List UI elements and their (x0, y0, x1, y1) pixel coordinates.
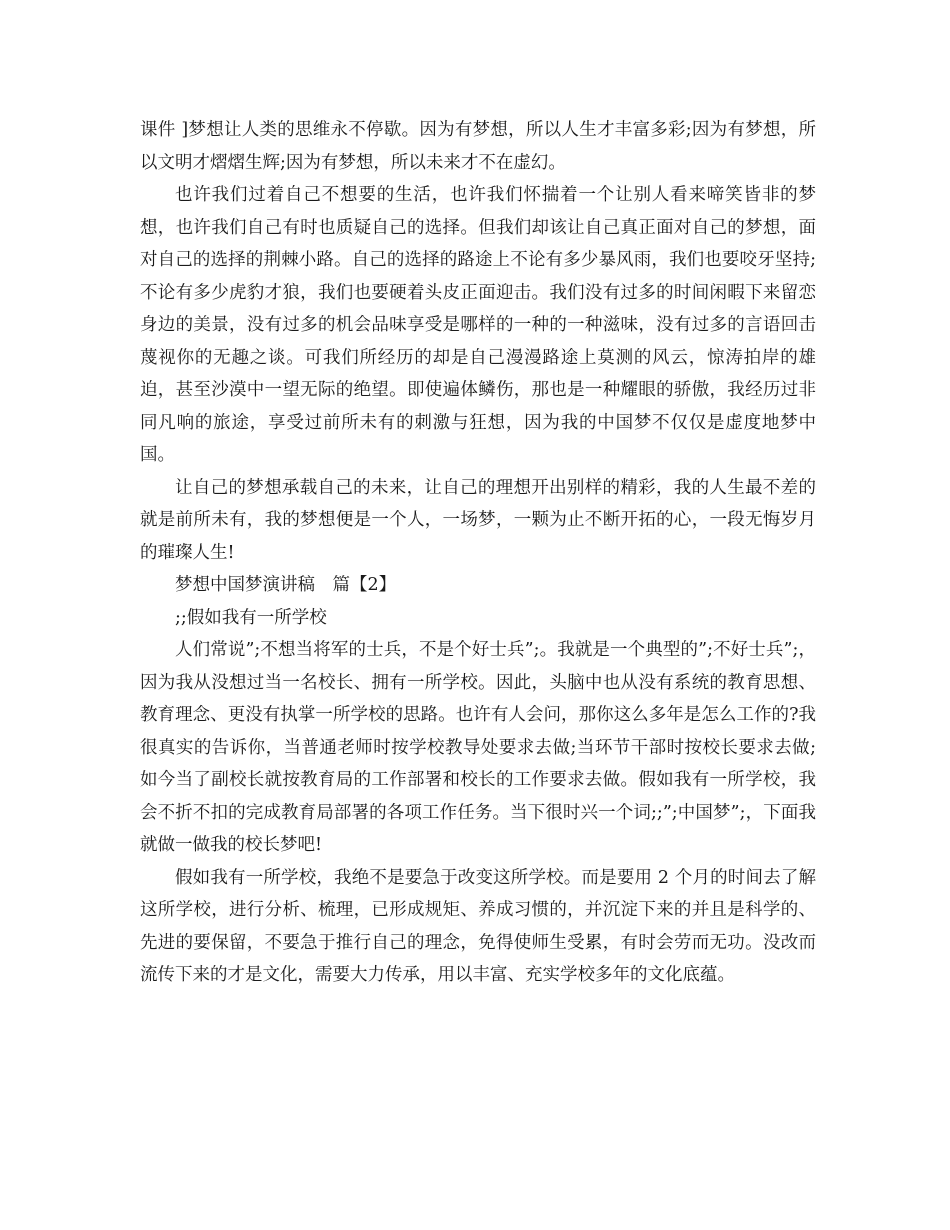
subsection-title: ;;假如我有一所学校 (175, 607, 327, 628)
document-body (140, 114, 816, 992)
paragraph-school-plan: 假如我有一所学校，我绝不是要急于改变这所学校。而是要用 2 个月的时间去了解这所学校，进行分析、梳理，已形成规矩、养成习惯的，并沉淀下来的并且是科学的、先进的要保留，不要急于推行自己的理念，免得使师生受累，有时会劳而无功。没改而流传下来的才是文化，需要大力传承，用以丰富、充实学校多年的文化底蕴。 (140, 867, 816, 985)
section-heading: 梦想中国梦演讲稿 篇【2】 (175, 575, 397, 595)
paragraph-principal-dream: 人们常说”;不想当将军的士兵，不是个好士兵”;。我就是一个典型的”;不好士兵”;，因为我从没想过当一名校长、拥有一所学校。因此，头脑中也从没有系统的教育思想、教育理念、更没有执掌一所学校的思路。也许有人会问，那你这么多年是怎么工作的?我很真实的告诉你，当普通老师时按学校教导处要求去做;当环节干部时按校长要求去做;如今当了副校长就按教育局的工作部署和校长的工作要求去做。假如我有一所学校，我会不折不扣的完成教育局部署的各项工作任务。当下很时兴一个词;;”;中国梦”;，下面我就做一做我的校长梦吧! (140, 640, 816, 855)
paragraph-dream-struggle: 也许我们过着自己不想要的生活，也许我们怀揣着一个让别人看来啼笑皆非的梦想，也许我们自己有时也质疑自己的选择。但我们却该让自己真正面对自己的梦想，面对自己的选择的荆棘小路。自己的选择的路途上不论有多少暴风雨，我们也要咬牙坚持;不论有多少虎豹才狼，我们也要硬着头皮正面迎击。我们没有过多的时间闲暇下来留恋身边的美景，没有过多的机会品味享受是哪样的一种的一种滋味，没有过多的言语回击蔑视你的无趣之谈。可我们所经历的却是自己漫漫路途上莫测的风云，惊涛拍岸的雄迫，甚至沙漠中一望无际的绝望。即使遍体鳞伤，那也是一种耀眼的骄傲，我经历过非同凡响的旅途，享受过前所未有的刺激与狂想，因为我的中国梦不仅仅是虚度地梦中国。 (140, 185, 816, 465)
paragraph-dream-future: 让自己的梦想承载自己的未来，让自己的理想开出别样的精彩，我的人生最不差的就是前所未有，我的梦想便是一个人，一场梦，一颗为止不断开拓的心，一段无悔岁月的璀璨人生! (140, 477, 816, 563)
paragraph-continuation: 课件 ]梦想让人类的思维永不停歇。因为有梦想，所以人生才丰富多彩;因为有梦想，所以文明才熠熠生辉;因为有梦想，所以未来才不在虚幻。 (140, 120, 816, 173)
